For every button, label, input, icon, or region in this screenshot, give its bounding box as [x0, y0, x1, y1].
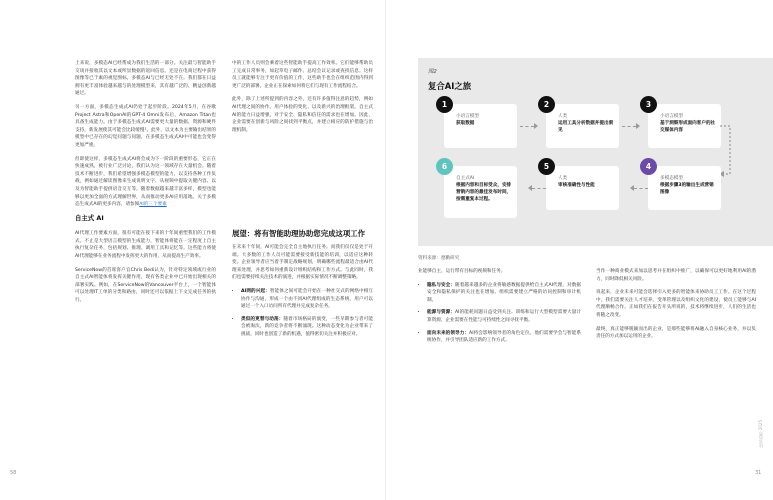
page-number-left: 58 [10, 470, 17, 476]
paragraph: 此外，除了上述所提到的内容之外，还有许多值得注意的趋势，例如AI代理之间的协作、用户体验的变化、以及新兴的治理框架。自主式AI的能力日益增强，对于安全、隐私和信任的需求也在增加。因此，企业需要在创新与风险之间找到平衡点，并建立相应的防护措施与治理机制。 [232, 97, 373, 133]
left-column-2-lower [232, 244, 373, 344]
step-card-5: 5 人类 审核准确性与性能 [546, 166, 619, 210]
step-card-6: 6 自主式AI 根据内容和目标受众，安排营销内容的最佳发布时间，按需重复本过程。 [444, 166, 517, 218]
paragraph: 说起来，企业未来可能会选择引入更多的智能体来协助员工工作。在这个过程中，我们需要关注人才培养、变革管理以及组织文化的建设，使员工能够与AI代理顺畅合作。正如我们在报告开头所说的，技术将继续进步，人们的生活也将随之改变。 [596, 290, 756, 318]
paragraph: 在未来十年间，AI可能会完全自主地执行任务。而我们仅仅是处于开端。大多数的工作人员可能需要接受新技能的培训，以适应这种转变。企业领导者应当着手制定战略规划，明确哪些流程最适合由AI代理来处理，并思考如何重新设计组织结构和工作方式。与此同时，我们也需要持续关注技术的演进，并根据实际情况不断调整策略。 [232, 245, 373, 281]
figure-compound-ai-journey [418, 58, 773, 246]
paragraph: 上来说，多模态AI已经帮成为我们生活的一部分。关注最与智能助手交谈并接收其以文本或所显数据的返回信息。还是在电商过程中获得图像等已于素的视觉图标，多模态AI与已经无处不在。我们都在日益拥有更丰富体验越来越与的处理模型来，其有越广泛的、精益创新越通过。 [75, 61, 216, 97]
flow-arrow [634, 188, 648, 189]
paragraph: 最终，真正能够脱颖而出的企业，是那些能够将AI融入自身核心业务，并以负责任的方式加以运用的企业。 [596, 326, 756, 340]
list-item: • 能源与资源：AI的能耗问题日益受到关注。训练和运行大型模型需要大量计算资源，企业需要在性能与可持续性之间寻找平衡。 [427, 309, 581, 324]
flow-arrow [622, 126, 636, 127]
page-number-right: 31 [755, 470, 762, 476]
bullet-list [232, 288, 373, 339]
running-header: 技术趋势 2025 [758, 420, 763, 448]
flow-connector [718, 124, 738, 184]
arrow-head [534, 123, 538, 129]
list-item: • AI网的兴起：智能体之间可能会开始在一种社交式的网络中相互协作与沟通，形成一个由不同AI代理组成的生态系统，用户可以通过一个入口访问所有代理并完成复杂任务。 [241, 288, 373, 311]
paragraph: 但即使这样，多模态生成式AI将会成为下一阶段的重要形态，它正在快速成熟，被行业广泛讨论，我们认为这一领域存在大量机会。随着技术不断进步，我们希望增强多模态模型的能力，以支持各种工作负载，例如通过解读图像来生成说明文字、从视频中提取关键内容、以及为智能助手提供语音交互等。随着数据越来越丰富多样，模型也能够以更加全面的方式理解世界，从而推动更多AI应用落地。关于多模态生成式AI的更多内容，请参阅AI的三个要素 [75, 156, 216, 208]
step-badge: 2 [538, 96, 555, 113]
figure-title: 复合AI之旅 [428, 81, 472, 91]
step-card-3: 3 小语言模型 基于洞察形成面向客户的社交媒体内容 [648, 104, 721, 148]
step-badge: 1 [436, 96, 453, 113]
paragraph: 另一方面，多模态生成式AI仍处于起步阶段。2024年5月，在谷歌Project Astra和OpenAI的GPT-4 Omni发布后，Amazon Titan也具备生成能力。由于多模态生成式AI需要更大量的数据、资源和硬件支持，新发展使其可能会比较缓慢¹。此外，以文本为主要输出结果的模型中已存在的幻觉问题与问题，在多模态生成式AI中可能也会变得更加严重。 [75, 104, 216, 148]
paragraph: ServiceNow的首席客户官Chris Bedi认为，针对特定领域或行业的自主式AI智能体将发挥关键作用，现有各类企业中已开始出现相关的部署实践。例如，在ServiceNow的Vancouver平台上，一个智能体可以处理IT工单的分类和路由，同时还可以依据上下文完成任务的执行。 [75, 267, 216, 304]
bullet-list [418, 282, 581, 345]
arrow-head [636, 123, 640, 129]
step-card-2: 2 人类 运用工具分析数据并提出洞见 [546, 104, 619, 148]
paragraph: 当作一种商业模式来加以思考并在组织中推广，以确保可以更好地利用AI的潜力，同时降低相关风险。 [596, 269, 756, 282]
step-badge: 5 [538, 158, 555, 175]
page-gutter [385, 0, 386, 500]
figure-source: 资料来源：德勤研究 [418, 256, 460, 261]
step-badge: 4 [640, 158, 657, 175]
section-heading: 自主式 AI [75, 213, 104, 222]
paragraph: 业能够自主、运行带有目标的视频和任务。 [418, 269, 506, 274]
list-item: • 面向未来的领导力：AI将会影响领导者的角色定位。他们需要学会与智能系统协作，并引导团队适应新的工作方式。 [427, 330, 581, 345]
left-column-2 [232, 60, 373, 140]
flow-arrow [520, 126, 534, 127]
inline-link[interactable]: AI的三个要素 [139, 202, 167, 208]
left-column-1 [75, 60, 216, 311]
figure-label: 图2 [428, 69, 437, 75]
section-title: 展望：将有智能助理协助您完成这项工作 [232, 229, 366, 238]
step-card-4: 4 多模态模型 根据步骤3的输出生成营销图像 [648, 166, 721, 210]
right-column-1 [418, 268, 581, 350]
step-badge: 3 [640, 96, 657, 113]
right-column-2 [596, 268, 756, 347]
paragraph: AI代理工作要素方面，很有可能在接下来的十年间重塑我们的工作模式。不止是大型语言模型的生成能力，智能体将能在一定程度上自主执行复杂任务，包括规划、推理、调用工具和记忆等。这些能力将使AI代理能够在业务流程中发挥更大的作用，从而提高生产效率。 [75, 231, 216, 260]
flow-arrow [532, 188, 546, 189]
list-item: • 类似的更替与动荡：随着市场格局的演变，一些早期参与者可能会被淘汰，新的竞争者将不断涌现。这种动态变化为企业带来了挑战，同时也创造了新的机遇，值得密切关注并积极应对。 [241, 316, 373, 339]
paragraph: 中的工作人员则会乘着这些智能助手提高工作效率。它们能够帮助员工完成日常事务，如起草电子邮件、总结会议记录或查找信息。这样员工就能够专注于更有价值的工作，这些助手也会在组织范围内得到更广泛的部署。企业正在探索如何将它们与现有工作流程结合。 [232, 61, 373, 89]
step-badge: 6 [436, 158, 453, 175]
list-item: • 隐私与安全：随着越来越多的企业将敏感数据提供给自主式AI代理，对数据安全和隐私保护的关注也在增加。组织需要建立严格的访问控制和审计机制。 [427, 282, 581, 305]
step-card-1: 1 小语言模型 获取数据 [444, 104, 517, 148]
